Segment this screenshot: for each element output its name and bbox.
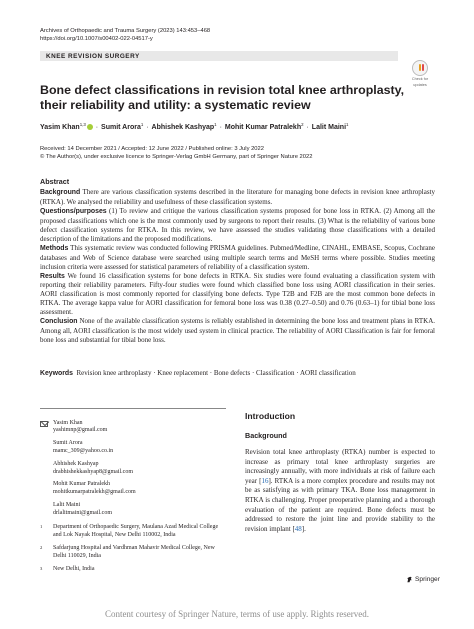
abstract-background	[40, 188, 435, 207]
journal-header	[40, 27, 210, 43]
author-affil: 1,3	[79, 122, 86, 127]
contact-name: Sumit Arora	[53, 440, 83, 447]
keywords	[40, 369, 435, 378]
contact-item	[53, 481, 226, 497]
correspondence-block	[40, 420, 226, 441]
publication-history: Received: 14 December 2021 / Accepted: 12 June 2022 / Published online: 3 July 2022	[40, 146, 264, 152]
affiliation-list	[40, 523, 226, 574]
abstract-conclusion	[40, 317, 435, 345]
author-affil: 1	[214, 122, 217, 127]
divider	[40, 408, 226, 409]
abstract-label: Background	[40, 188, 81, 196]
check-updates-label-2: updates	[413, 82, 427, 87]
abstract-text: (1) To review and critique the various classification systems proposed for bone loss in RTKA. (2) Among all the proposed classifications which one is the most commonly used by surgeons to report their results. (3) What is the reliability of various bone defect classification systems for RTKA. In this review, we have assessed the studies validating those classifications with a detailed description of the limitations and the proposed modifications.	[40, 206, 436, 243]
contact-email[interactable]: mohitkumarpatralekh@gmail.com	[53, 489, 136, 496]
contact-email[interactable]: drlalitmaini@gmail.com	[53, 509, 113, 516]
abstract-label: Conclusion	[40, 318, 78, 326]
contact-name: Yasim Khan	[53, 419, 83, 426]
introduction-paragraph	[245, 448, 435, 534]
author-name[interactable]: Abhishek Kashyap	[151, 124, 215, 131]
abstract-text: We found 16 classification systems for bone defects in RTKA. Six studies were found evaluating a classification system with reporting their reliability parameters. Fifty-four studies were found which classified bone loss using AORI classification in their series. AORI classification is most commonly reported for classifying bone defects. Type T2B and F2B are the most common bone defects in RTKA. The average kappa value for AORI classification for femoral bone loss was 0.38 (0.27–0.50) and 0.76 (0.63–1) for tibial bone loss assessment.	[40, 271, 436, 317]
introduction-column	[245, 394, 435, 534]
contact-email[interactable]: drabhishekkashyap8@gmail.com	[53, 468, 134, 475]
contact-name: Lalit Maini	[53, 501, 81, 508]
affiliation-item	[40, 565, 226, 573]
author-name[interactable]: Mohit Kumar Patralekh	[224, 124, 302, 131]
paragraph-text: ]. RTKA is a more complex procedure and results may not be as satisfying as with primary TKA. Bone loss management in RTKA is challenging. Proper preoperative planning and a thorough evaluation of the patient are required. Bone defects must be addressed to restore the joint line and provide stability to the revision implant [	[245, 476, 435, 533]
contact-item	[53, 440, 226, 456]
check-updates-label-1: Check for	[411, 77, 429, 81]
publisher-logo	[406, 576, 440, 583]
orcid-icon[interactable]	[87, 124, 93, 130]
contact-name: Mohit Kumar Patralekh	[53, 481, 110, 488]
abstract-results	[40, 272, 435, 318]
contact-name: Abhishek Kashyap	[53, 460, 99, 467]
springer-horse-icon	[406, 576, 413, 583]
affiliation-number: 3	[40, 566, 43, 572]
journal-citation: Archives of Orthopaedic and Trauma Surgery (2023) 143:453–468	[40, 28, 211, 34]
author-info-column	[40, 408, 226, 578]
article-dates	[40, 145, 312, 161]
introduction-heading: Introduction	[245, 411, 296, 421]
author-name[interactable]: Lalit Maini	[311, 124, 347, 131]
contact-list	[53, 440, 226, 517]
citation-link[interactable]: 16	[261, 476, 269, 485]
watermark: Content courtesy of Springer Nature, terms of use apply. Rights reserved.	[104, 609, 370, 619]
abstract-methods	[40, 244, 435, 272]
abstract-label: Results	[40, 272, 65, 280]
section-label: KNEE REVISION SURGERY	[46, 52, 140, 60]
abstract-label: Questions/purposes	[40, 207, 107, 215]
envelope-icon	[40, 421, 48, 427]
keywords-text: Revision knee arthroplasty · Knee replacement · Bone defects · Classification · AORI classification	[76, 369, 356, 377]
author-name[interactable]: Sumit Arora	[101, 124, 141, 131]
abstract	[40, 178, 435, 345]
article-title: Bone defect classifications in revision total knee arthroplasty, their reliability and utility: a systematic review	[40, 83, 405, 112]
author-affil: 2	[301, 122, 304, 127]
author-list: Yasim Khan$^{1,3}$ · Sumit Arora$^1$ · Abhishek Kashyap$^1$ · Mohit Kumar Patralekh$^2$ · Lalit Maini$^1$	[40, 122, 349, 131]
abstract-text: None of the available classification systems is reliably established in determining the bone loss and treatment plans in RTKA. Among all, AORI classification is the most widely used system in clinical practice. The reliability of AORI Classification is fair for femoral bone loss and substantial for tibial bone loss.	[40, 317, 436, 345]
abstract-heading: Abstract	[40, 177, 70, 186]
keywords-label: Keywords	[40, 370, 73, 377]
contact-item	[53, 420, 107, 436]
affiliation-text: Safdarjung Hospital and Vardhman Mahavir Medical College, New Delhi 110029, India	[53, 544, 215, 560]
affiliation-item	[40, 544, 226, 561]
affiliation-item	[40, 523, 226, 540]
author-affil: 1	[346, 122, 349, 127]
background-subheading: Background	[245, 431, 287, 440]
affiliation-number: 1	[40, 523, 43, 529]
contact-email[interactable]: mamc_309@yahoo.co.in	[53, 447, 114, 454]
affiliation-number: 2	[40, 544, 43, 550]
paragraph-text: ].	[301, 524, 306, 533]
citation-link[interactable]: 48	[294, 524, 302, 533]
doi-link[interactable]: https://doi.org/10.1007/s00402-022-04517-y	[40, 36, 153, 42]
abstract-text: This systematic review was conducted following PRISMA guidelines. Pubmed/Medline, CINAHL, EMBASE, Scopus, Cochrane databases and Web of Science database were searched using multiple search terms and MeSH terms where possible. Studies meeting inclusion criteria were assessed for statistical parameters of reliability of a classification system.	[40, 243, 435, 271]
author-affil: 1	[140, 122, 144, 127]
paragraph-text: Revision total knee arthroplasty (RTKA) number is expected to increase as primary total knee arthroplasty surgeries are increasingly annually, with more individuals at risk of failure each year [	[245, 448, 435, 485]
contact-item	[53, 502, 226, 518]
check-updates-icon	[412, 60, 428, 76]
contact-item	[53, 461, 226, 477]
contact-email[interactable]: yashimnp@gmail.com	[53, 427, 108, 434]
abstract-text: There are various classification systems described in the literature for managing bone defects in revision knee arthroplasty (RTKA). We analysed the reliability and usefulness of these classification systems.	[40, 187, 436, 206]
abstract-questions	[40, 207, 435, 244]
publisher-name: Springer	[415, 576, 440, 583]
author-name[interactable]: Yasim Khan	[40, 124, 80, 131]
affiliation-text: Department of Orthopaedic Surgery, Maulana Azad Medical College and Lok Nayak Hospital, New Delhi 110002, India	[53, 523, 219, 538]
affiliation-text: New Delhi, India	[53, 566, 95, 573]
copyright-line: © The Author(s), under exclusive licence to Springer-Verlag GmbH Germany, part of Springer Nature 2022	[40, 154, 313, 160]
abstract-label: Methods	[40, 244, 69, 252]
section-label-bar	[40, 51, 398, 61]
